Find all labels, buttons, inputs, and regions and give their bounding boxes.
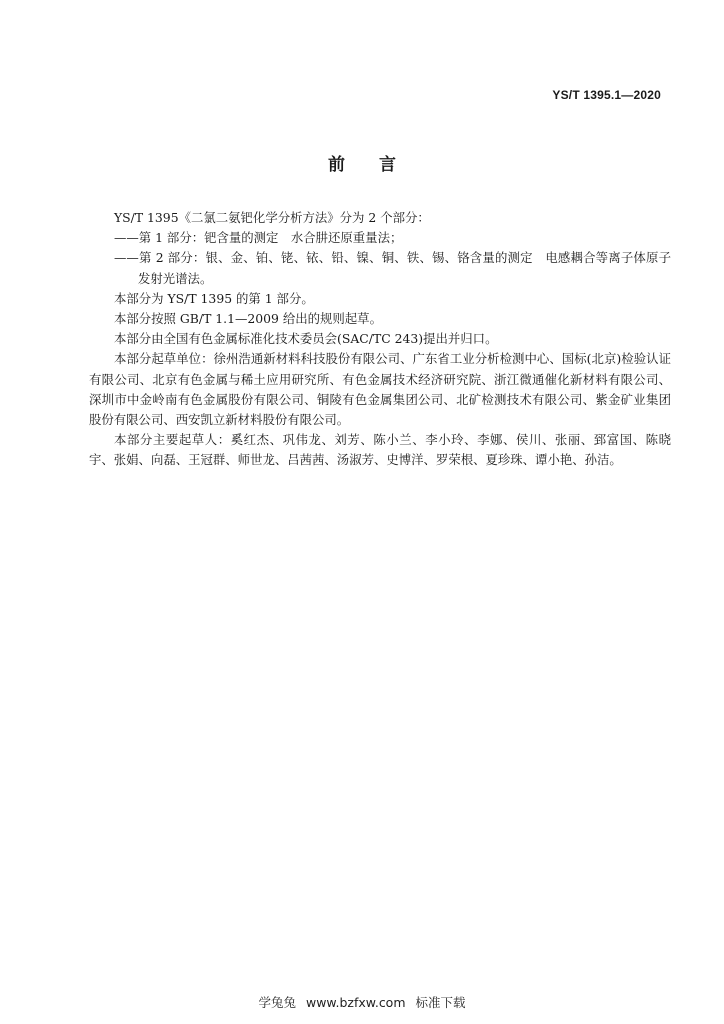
paragraph-parts-overview: YS/T 1395《二氯二氨钯化学分析方法》分为 2 个部分： [114, 210, 430, 225]
document-code: YS/T 1395.1—2020 [552, 88, 661, 102]
paragraph-proposed-by: 本部分由全国有色金属标准化技术委员会(SAC/TC 243)提出并归口。 [114, 331, 498, 347]
paragraph-drafting-rules: 本部分按照 GB/T 1.1—2009 给出的规则起草。 [114, 311, 382, 327]
list-item-part-2: ——第 2 部分：银、金、铂、铑、铱、铅、镍、铜、铁、锡、铬含量的测定 电感耦合等离子体原子发射光谱法。 [114, 250, 671, 286]
footer-watermark: 学兔兔 www.bzfxw.com 标准下载 [258, 995, 466, 1010]
paragraph-drafting-units: 本部分起草单位：徐州浩通新材料科技股份有限公司、广东省工业分析检测中心、国标(北京)检验认证有限公司、北京有色金属与稀土应用研究所、有色金属技术经济研究院、浙江微通催化新材料有限公司、深圳市中金岭南有色金属股份有限公司、铜陵有色金属集团公司、北矿检测技术有限公司、紫金矿业集团股份有限公司、西安凯立新材料股份有限公司。 [89, 351, 671, 428]
paragraph-this-part: 本部分为 YS/T 1395 的第 1 部分。 [114, 290, 314, 306]
document-body [89, 208, 671, 471]
page-title: 前言 [328, 155, 430, 175]
list-item-part-1: ——第 1 部分：钯含量的测定 水合肼还原重量法； [114, 230, 403, 246]
paragraph-drafters: 本部分主要起草人：奚红杰、巩伟龙、刘芳、陈小兰、李小玲、李娜、侯川、张丽、郅富国、陈晓宇、张娟、向磊、王冠群、师世龙、吕茜茜、汤淑芳、史博洋、罗荣根、夏珍珠、谭小艳、孙洁。 [89, 432, 671, 468]
